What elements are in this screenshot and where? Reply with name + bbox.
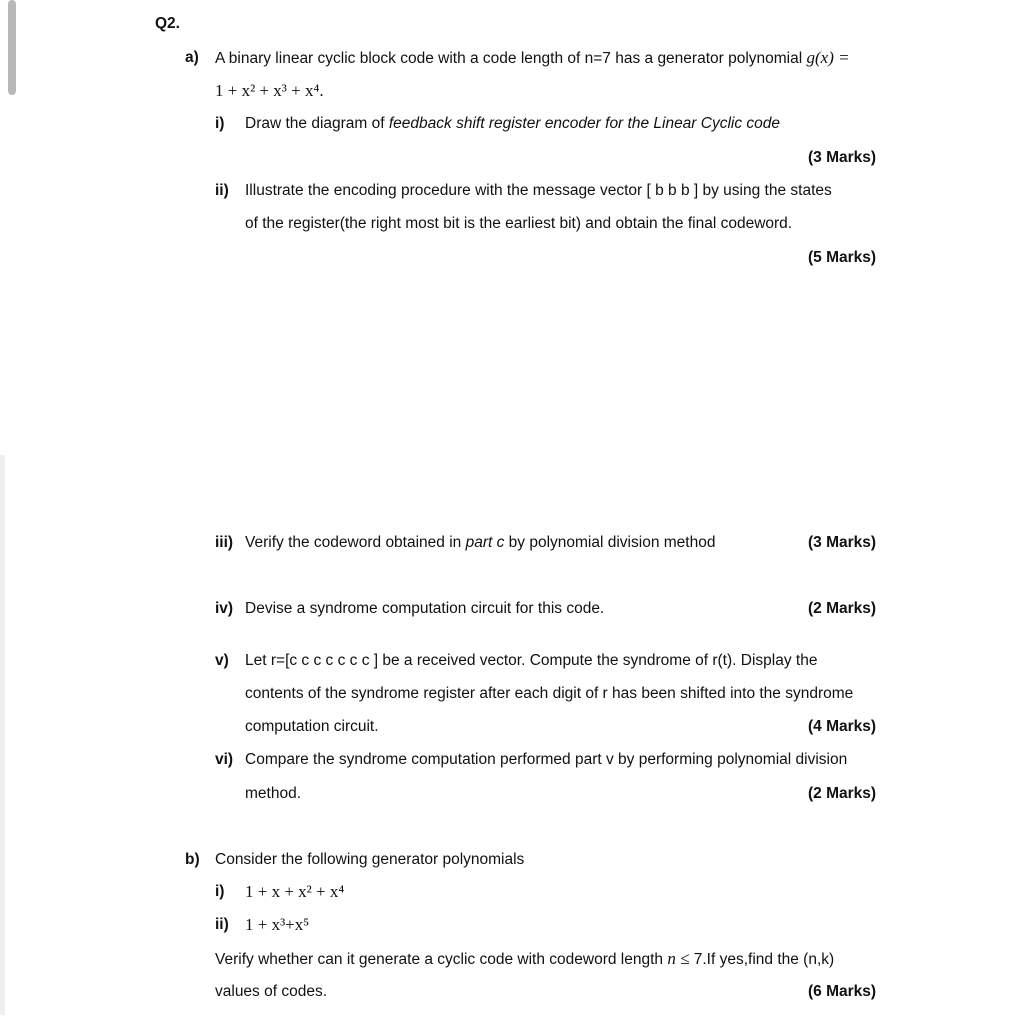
- item-a-vi-line2: method.: [245, 785, 302, 802]
- item-a-iii-text-post: by polynomial division method: [504, 534, 716, 551]
- scrollbar[interactable]: [8, 0, 16, 95]
- item-a-ii-marks: (5 Marks): [808, 249, 877, 266]
- item-a-vi-num: vi): [215, 751, 234, 768]
- item-a-iv-text: Devise a syndrome computation circuit for this code.: [245, 600, 605, 617]
- item-a-v-line1: Let r=[c c c c c c c ] be a received vector. Compute the syndrome of r(t). Display the: [245, 652, 818, 669]
- page-edge-divider: [0, 455, 5, 1015]
- item-a-v-line2: contents of the syndrome register after each digit of r has been shifted into the syndrome: [245, 685, 854, 702]
- item-a-iii-text-pre: Verify the codeword obtained in: [245, 534, 466, 551]
- item-a-iii-text-italic: part c: [465, 534, 505, 551]
- item-a-i-text: [245, 114, 780, 134]
- part-a-label: a): [185, 49, 199, 66]
- item-a-i-text-pre: Draw the diagram of: [245, 115, 389, 132]
- item-a-vi-line1: Compare the syndrome computation performed part v by performing polynomial division: [245, 751, 848, 768]
- part-b-marks: (6 Marks): [808, 983, 877, 1000]
- part-a-gx: g(x) =: [806, 48, 850, 67]
- item-a-iii-marks: (3 Marks): [808, 534, 877, 551]
- part-a-generator-poly: 1 + x² + x³ + x⁴.: [215, 81, 324, 100]
- item-a-i-text-italic: feedback shift register encoder for the Linear Cyclic code: [388, 115, 781, 132]
- item-a-ii-line2: of the register(the right most bit is the earliest bit) and obtain the final codeword.: [245, 215, 793, 232]
- item-a-i-num: i): [215, 115, 225, 132]
- item-a-ii-num: ii): [215, 182, 229, 199]
- part-b-intro: Consider the following generator polynomials: [215, 851, 525, 868]
- item-a-ii-line1: Illustrate the encoding procedure with the message vector [ b b b ] by using the states: [245, 182, 832, 199]
- part-a-intro: [215, 48, 850, 69]
- part-b-verify-post: 7.If yes,find the (n,k): [689, 951, 835, 968]
- part-b-verify-line2: values of codes.: [215, 983, 328, 1000]
- item-a-iii-text: [245, 533, 715, 553]
- item-a-iv-num: iv): [215, 600, 234, 617]
- item-a-vi-marks: (2 Marks): [808, 785, 877, 802]
- part-b-i-num: i): [215, 883, 225, 900]
- part-b-verify-pre: Verify whether can it generate a cyclic code with codeword length: [215, 951, 668, 968]
- part-b-verify-math: n ≤: [667, 949, 690, 968]
- part-a-intro-text: A binary linear cyclic block code with a code length of n=7 has a generator polynomial: [215, 50, 807, 67]
- part-b-ii-poly: 1 + x³+x⁵: [245, 915, 310, 934]
- item-a-iv-marks: (2 Marks): [808, 600, 877, 617]
- item-a-v-marks: (4 Marks): [808, 718, 877, 735]
- item-a-iii-num: iii): [215, 534, 234, 551]
- part-b-i-poly: 1 + x + x² + x⁴: [245, 882, 345, 901]
- question-label: Q2.: [155, 15, 180, 32]
- item-a-v-num: v): [215, 652, 229, 669]
- item-a-v-line3: computation circuit.: [245, 718, 379, 735]
- part-b-label: b): [185, 851, 200, 868]
- part-b-verify-line1: [215, 949, 834, 970]
- item-a-i-marks: (3 Marks): [808, 149, 877, 166]
- part-b-ii-num: ii): [215, 916, 229, 933]
